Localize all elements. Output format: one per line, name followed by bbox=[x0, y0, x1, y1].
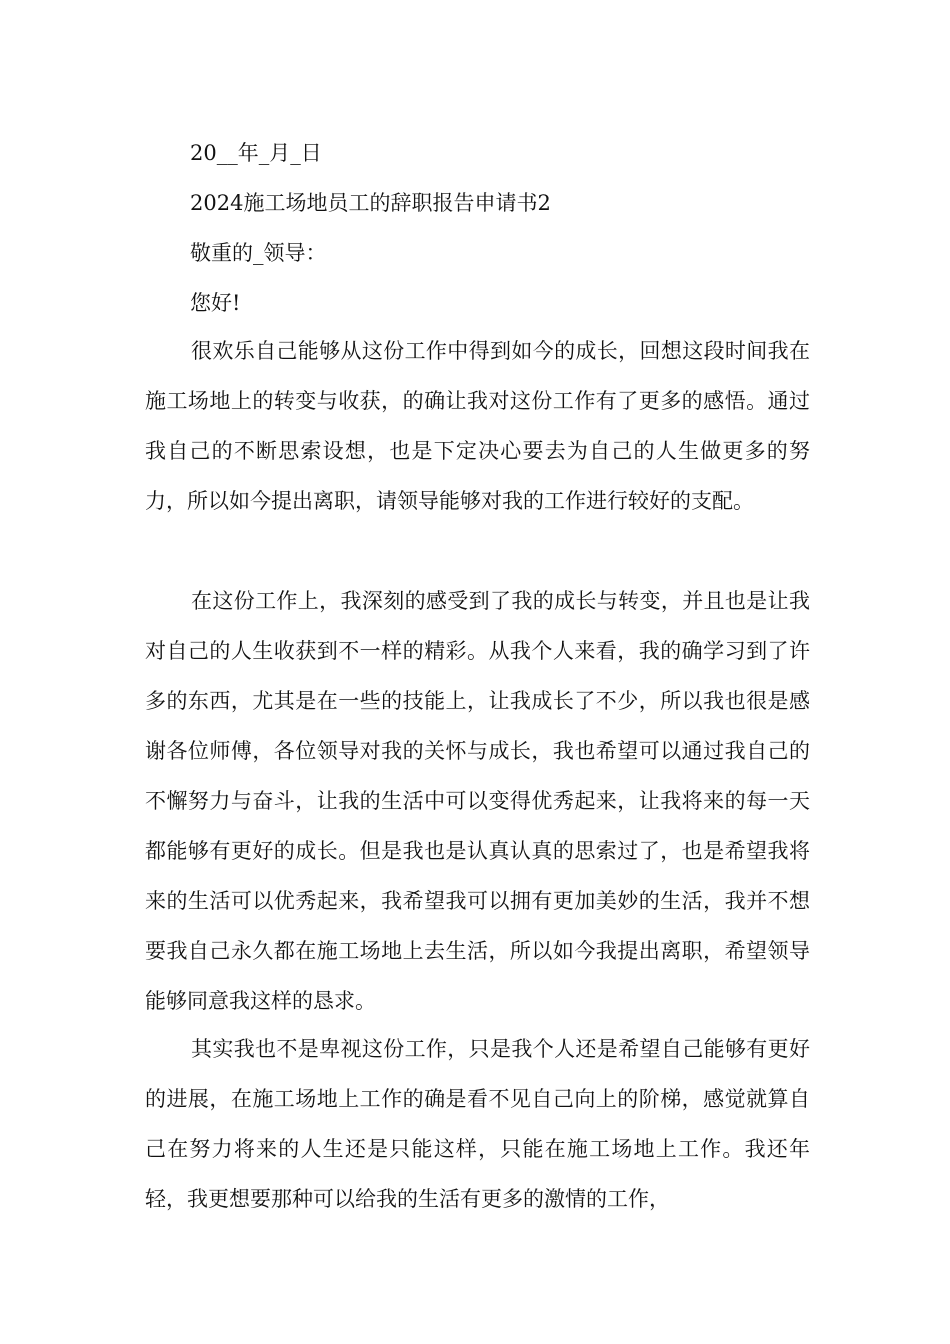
date-line: 20__年_月_日 bbox=[190, 141, 322, 165]
paragraph-2: 在这份工作上，我深刻的感受到了我的成长与转变，并且也是让我对自己的人生收获到不一样的精彩。从我个人来看，我的确学习到了许多的东西，尤其是在一些的技能上，让我成长了不少，所以我也很是感谢各位师傅，各位领导对我的关怀与成长，我也希望可以通过我自己的不懈努力与奋斗，让我的生活中可以变得优秀起来，让我将来的每一天都能够有更好的成长。但是我也是认真认真的思索过了，也是希望我将来的生活可以优秀起来，我希望我可以拥有更加美妙的生活，我并不想要我自己永久都在施工场地上去生活，所以如今我提出离职，希望领导能够同意我这样的恳求。 bbox=[145, 589, 810, 1013]
paragraph-1: 很欢乐自己能够从这份工作中得到如今的成长，回想这段时间我在施工场地上的转变与收获，的确让我对这份工作有了更多的感悟。通过我自己的不断思索设想，也是下定决心要去为自己的人生做更多的努力，所以如今提出离职，请领导能够对我的工作进行较好的支配。 bbox=[145, 339, 810, 513]
greeting: 您好! bbox=[190, 291, 241, 315]
paragraph-3: 其实我也不是卑视这份工作，只是我个人还是希望自己能够有更好的进展，在施工场地上工作的确是看不见自己向上的阶梯，感觉就算自己在努力将来的人生还是只能这样，只能在施工场地上工作。我还年轻，我更想要那种可以给我的生活有更多的激情的工作， bbox=[145, 1037, 810, 1211]
document-title: 2024施工场地员工的辞职报告申请书2 bbox=[190, 191, 551, 215]
salutation: 敬重的_领导： bbox=[190, 241, 327, 265]
